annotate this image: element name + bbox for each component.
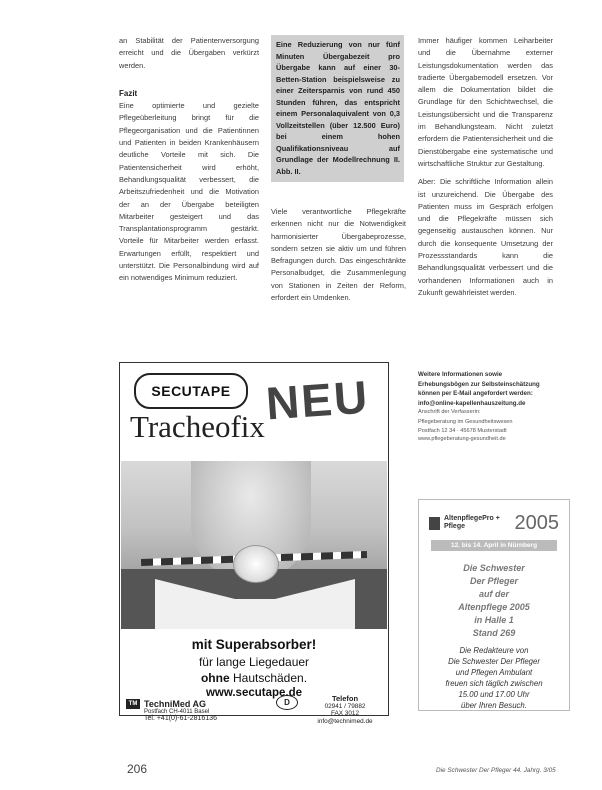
tracheostomy-tube <box>233 545 279 583</box>
booth-line: Altenpflege 2005 <box>458 602 530 612</box>
pull-quote-box <box>271 35 404 182</box>
secutape-logo: SECUTAPE <box>134 373 248 409</box>
ad-company-phone: Tel. +41(0)-61-2816136 <box>144 715 217 722</box>
address-line: Pflegeberatung im Gesundheitswesen <box>418 419 513 426</box>
booth-line: in Halle 1 <box>474 615 514 625</box>
column-3-paragraph-1: Immer häufiger kommen Leiharbeiter und die Übernahme externer Leistungsdokumentation werden das tradierte Übergabemodell ersetzen. Vor allem die Dokumentation bildet die Grundlage für den Schichtwechsel, die Leistungsübersicht und die Transparenz im Behandlungsteam. Nicht zuletzt erfordern die Patientensicherheit und die Dienstübergabe eine systematische und wirtschaftliche Struktur zur Gestaltung. <box>418 36 553 168</box>
booth-sub-line: Die Redakteure von <box>459 646 529 655</box>
ad-company-block <box>126 699 217 722</box>
column-1-intro: an Stabilität der Patientenversorgung erreicht und die Übergaben verkürzt werden. <box>119 36 259 70</box>
column-2 <box>271 206 406 304</box>
fair-dates: 12. bis 14. April in Nürnberg <box>431 540 557 551</box>
booth-sub-line: über Ihren Besuch. <box>461 701 527 710</box>
booth-main-text <box>419 562 569 640</box>
ad-website-link[interactable]: www.secutape.de <box>205 687 303 699</box>
address-line: Postfach 12 34 · 45678 Musterstadt <box>418 427 507 434</box>
booth-line: Stand 269 <box>472 628 516 638</box>
booth-line: Der Pfleger <box>469 576 519 586</box>
fair-year: 2005 <box>514 511 559 534</box>
pull-quote-text: Eine Reduzierung von nur fünf Minuten Übergabezeit pro Übergabe kann auf einer 30-Betten-Station beispielsweise zu einer Zeitersparnis von rund 450 Stunden führen, das entspricht einem Personalaquivalent von 0,3 Vollzeitstellen (über 12.500 Euro) bei einem hohen Qualifikationsniveau auf Grundlage der Modellrechnung II. Abb. II. <box>276 40 400 176</box>
contact-text: Weitere Informationen sowie Erhebungsbögen zur Selbsteinschätzung können per E-Mail angefordert werden: info@online-kapellenhauszeitung.de <box>418 371 540 407</box>
advertisement-tracheofix[interactable] <box>119 362 389 725</box>
column-3 <box>418 35 553 299</box>
booth-sub-line: und Pflegen Ambulant <box>455 668 533 677</box>
fair-logo <box>429 510 559 536</box>
booth-line: auf der <box>478 589 509 599</box>
ad-telefon-label: Telefon <box>331 694 359 703</box>
column-1 <box>119 35 259 285</box>
ad-line-2: für lange Liegedauer <box>198 655 310 669</box>
ad-footer <box>126 694 384 725</box>
ad-company-name: TechniMed AG <box>144 699 207 709</box>
fair-booth-notice <box>418 499 570 711</box>
address-label: Anschrift der Verfasserin: <box>418 409 481 415</box>
section-heading-fazit: Fazit <box>119 88 138 98</box>
booth-line: Die Schwester <box>463 563 525 573</box>
column-3-paragraph-2: Aber: Die schriftliche Information allein ist unzureichend. Die Übergabe des Patienten muss im Gespräch erfolgen und die Pflegekräfte müssen sich gegenseitig austauschen können. Nur durch die konsequente Umsetzung der Prozessstandards kann die Behandlungsqualität verbessert und die vorhandenen Informationen auch in Zukunft gewährleistet werden. <box>418 177 553 297</box>
booth-sub-line: freuen sich täglich zwischen <box>445 679 543 688</box>
fair-name: AltenpflegePro + Pflege <box>443 515 500 530</box>
ad-contact-right <box>306 695 384 725</box>
tracheofix-logo: Tracheofix <box>130 409 265 444</box>
booth-sub-text <box>419 645 569 711</box>
new-badge: NEU <box>264 370 371 430</box>
technimed-logo-icon: TM <box>126 699 140 709</box>
ad-telefon: 02941 / 79882 <box>324 702 366 710</box>
author-address <box>418 408 553 443</box>
column-1-body: Eine optimierte und gezielte Pflegeüberleitung bringt für die Pflegeorganisation und die Patientinnen und Patienten in beiden Krankenhäusern deutliche Vorteile mit sich. Die Patientensicherheit wird erhöht, Behandlungsqualität verbessert, die Arbeitszufriedenheit und die Motivation der an der Übergabe beteiligten Mitarbeiter gesteigert und das Transplantationsprogramm gestärkt. Vorteile für Mitarbeiter werden erfasst. Erwartungen erfüllt, respektiert und unterstützt. Die Personalbindung wird auf ein notwendiges Minimum reduziert. <box>119 101 259 283</box>
page-number: 206 <box>127 762 148 776</box>
contact-info <box>418 370 553 408</box>
address-line: www.pflegeberatung-gesundheit.de <box>418 435 506 442</box>
ad-d-logo-icon: D <box>276 695 298 710</box>
ad-company-address: Postfach CH-4011 Basel <box>144 709 210 715</box>
fair-logo-icon <box>429 517 440 530</box>
journal-footer: Die Schwester Der Pfleger 44. Jahrg. 3/05 <box>436 767 556 774</box>
booth-sub-line: Die Schwester Der Pfleger <box>448 657 540 666</box>
product-photo <box>121 461 387 629</box>
ad-email[interactable]: info@technimed.de <box>317 717 373 725</box>
ad-line-3: ohne Hautschäden. <box>200 671 308 685</box>
ad-headline: mit Superabsorber! <box>191 637 317 652</box>
booth-sub-line: 15.00 und 17.00 Uhr <box>458 690 530 699</box>
column-2-body: Viele verantwortliche Pflegekräfte erkennen nicht nur die Notwendigkeit harmonisierter Übergabeprozesse, sondern setzen sie aktiv um und führen Befragungen durch. Das eingeschränkte Personalbudget, die Zusammenlegung von Stationen in Zeiten der Reform, erfordert ein Umdenken. <box>271 207 406 303</box>
ad-fax: FAX 3012 <box>330 710 360 718</box>
